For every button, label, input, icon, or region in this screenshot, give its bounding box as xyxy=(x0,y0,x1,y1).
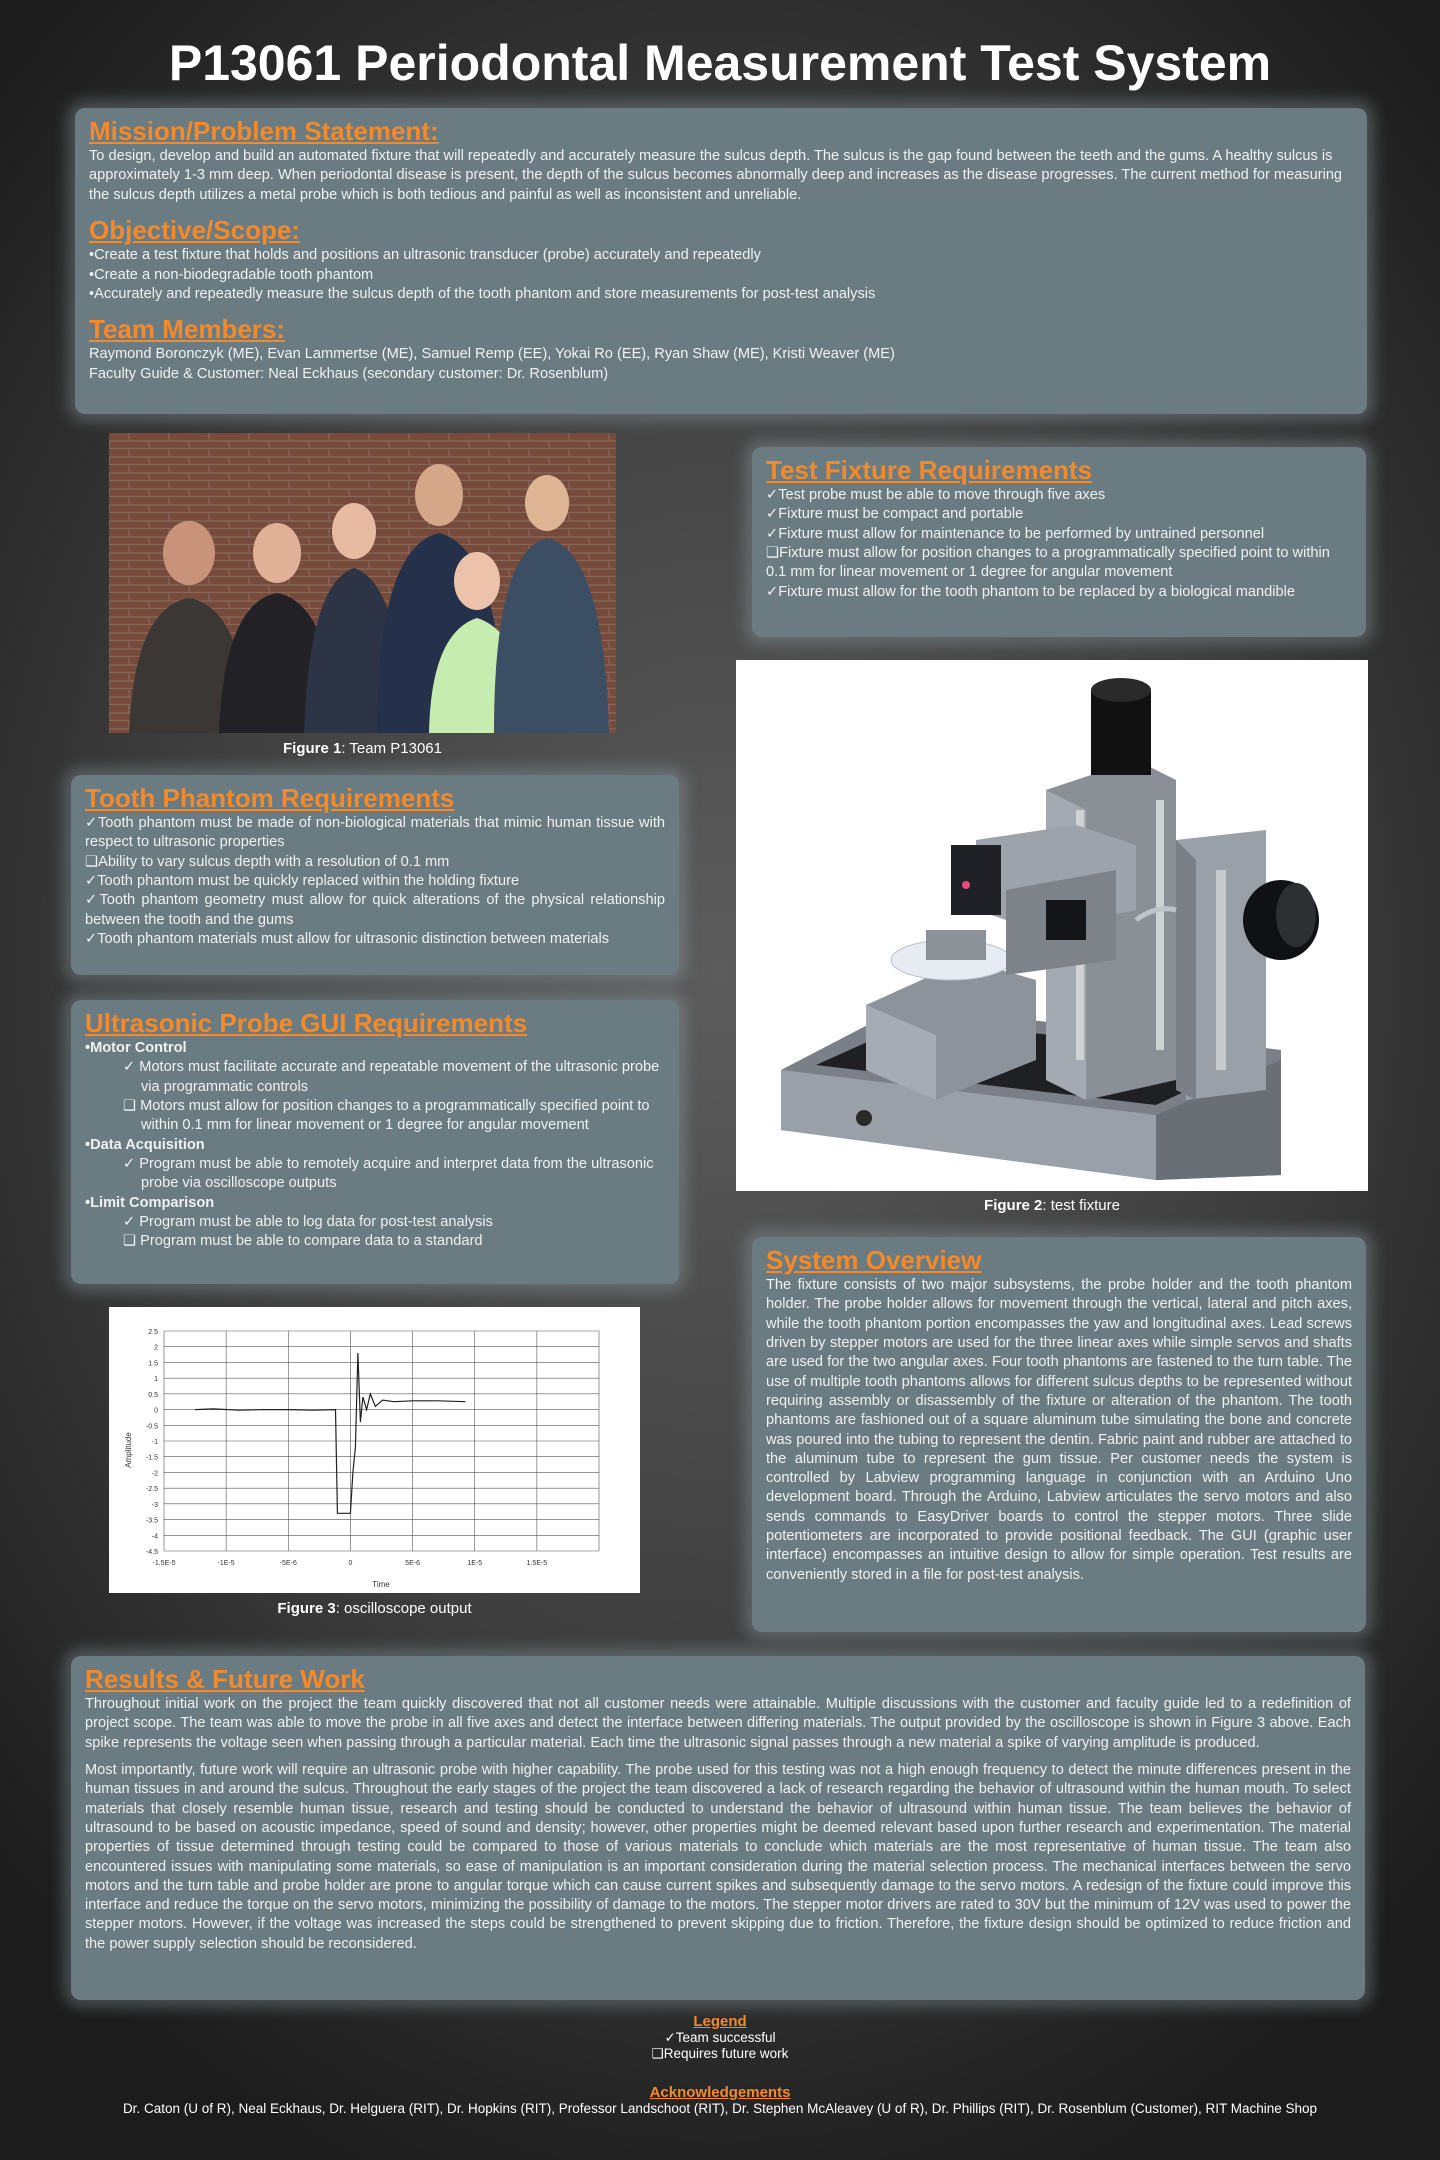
system-overview-panel xyxy=(752,1237,1366,1632)
gui-group-title: •Motor Control xyxy=(85,1040,187,1057)
gui-heading: Ultrasonic Probe GUI Requirements xyxy=(85,1008,528,1038)
list-item: ✓ Program must be able to log data for post-test analysis xyxy=(123,1213,493,1230)
gui-group-title: •Data Acquisition xyxy=(85,1136,205,1153)
legend-item: ❑Requires future work xyxy=(651,2046,789,2061)
list-item: ❑Fixture must allow for position changes to a programmatically specified point to within 0.1 mm for linear movement or 1 degree for angular movement xyxy=(766,545,1330,581)
list-item: ✓Tooth phantom must be quickly replaced within the holding fixture xyxy=(85,873,520,890)
x-tick-label: 1.5E-5 xyxy=(526,1560,548,1567)
list-item: ✓ Motors must facilitate accurate and repeatable movement of the ultrasonic probe via programmatic controls xyxy=(123,1059,660,1095)
poster-title: P13061 Periodontal Measurement Test System xyxy=(168,35,1272,91)
list-item: •Create a test fixture that holds and positions an ultrasonic transducer (probe) accurately and repeatedly xyxy=(89,247,761,264)
figure1-label: Figure 1 xyxy=(283,740,342,757)
figure3-label: Figure 3 xyxy=(277,1600,336,1617)
intro-panel xyxy=(75,108,1367,414)
list-item: ❑ Motors must allow for position changes to a programmatically specified point to within 0.1 mm for linear movement or 1 degree for angular movement xyxy=(123,1098,650,1134)
x-tick-label: -1E-5 xyxy=(217,1560,235,1567)
mission-heading: Mission/Problem Statement: xyxy=(89,116,439,146)
list-item: •Accurately and repeatedly measure the sulcus depth of the tooth phantom and store measurements for post-test analysis xyxy=(89,285,876,302)
list-item: ✓Tooth phantom materials must allow for ultrasonic distinction between materials xyxy=(85,930,610,947)
list-item: ✓Test probe must be able to move through five axes xyxy=(766,487,1106,504)
tooth-phantom-heading: Tooth Phantom Requirements xyxy=(85,783,455,813)
y-tick-label: -1.5 xyxy=(145,1454,158,1462)
list-item: •Create a non-biodegradable tooth phantom xyxy=(89,266,374,283)
oscilloscope-svg xyxy=(109,1307,640,1593)
tooth-phantom-panel xyxy=(71,775,679,975)
figure2-text: : test fixture xyxy=(1042,1197,1120,1214)
y-tick-label: -2.5 xyxy=(145,1486,158,1494)
faculty-guide: Faculty Guide & Customer: Neal Eckhaus (secondary customer: Dr. Rosenblum) xyxy=(89,365,609,382)
y-tick-label: -1 xyxy=(151,1439,158,1446)
team-photo xyxy=(109,433,616,733)
legend-item: ✓Team successful xyxy=(664,2030,776,2045)
test-fixture-image xyxy=(736,660,1368,1191)
results-heading: Results & Future Work xyxy=(85,1664,365,1694)
figure3-text: : oscilloscope output xyxy=(335,1600,472,1617)
results-paragraph-2: Most importantly, future work will require an ultrasonic probe with higher capability. The probe used for this testing was not a high enough frequency to detect the minute differences present in the human tissues in and around the sulcus. Throughout the early stages of the project the team discovered a lack of research regarding the behavior of ultrasound within the human mouth. To select materials that closely resemble human tissue, research and testing should be conducted to understand the behavior of ultrasound within human tissue. The team believes the behavior of ultrasound to be based on acoustic impedance, speed of sound and density; however, other properties might be deemed relevant based upon further research and experimentation. The material properties of tissue determined through testing could be compared to those of various materials to conclude which materials are the most representative of human tissue. The team also encountered issues with manipulating some materials, so ease of manipulation is an important consideration during the material selection process. The mechanical interfaces between the servo motors and the turn table and probe holder are prone to angular torque which can cause current spikes and subsequently damage to the servo motors. A redesign of the fixture could improve this interface and reduce the torque on the servo motors, minimizing the possibility of damage to the motors. The stepper motor drivers are rated to 30V but the minimum of 12V was used to power the stepper motors. However, if the voltage was increased the steps could be strengthened to prevent skipping due to friction. Therefore, the fixture design should be optimized to reduce friction and the power supply selection should be reconsidered. xyxy=(85,1762,1351,1952)
acknowledgements-text: Dr. Caton (U of R), Neal Eckhaus, Dr. Helguera (RIT), Dr. Hopkins (RIT), Professor Landschoot (RIT), Dr. Stephen McAleavey (U of R), Dr. Phillips (RIT), Dr. Rosenblum (Customer), RIT Machine Shop xyxy=(122,2101,1318,2116)
list-item: ✓Tooth phantom geometry must allow for quick alterations of the physical relationship between the tooth and the gums xyxy=(85,892,665,928)
gui-group-limit xyxy=(85,1194,665,1252)
y-tick-label: -2 xyxy=(151,1470,158,1478)
x-tick-label: -5E-6 xyxy=(279,1560,297,1567)
figure1-caption xyxy=(109,740,616,757)
test-fixture-list xyxy=(766,486,1352,602)
gui-group-data xyxy=(85,1136,665,1194)
y-tick-label: -0.5 xyxy=(145,1423,158,1431)
y-tick-label: -4 xyxy=(151,1533,158,1541)
legend xyxy=(0,2013,1440,2062)
results-paragraph-1: Throughout initial work on the project the team quickly discovered that not all customer needs were attainable. Multiple discussions with the customer and faculty guide led to a redefinition of project scope. The team was able to move the probe in all five axes and detect the interface between differing materials. The output provided by the oscilloscope is shown in Figure 3 above. Each spike represents the voltage seen when passing through a particular material. Each time the ultrasonic signal passes through a new material a spike of varying amplitude is produced. xyxy=(85,1696,1351,1751)
objective-heading: Objective/Scope: xyxy=(89,215,300,246)
gui-group-motor xyxy=(85,1039,665,1135)
y-tick-label: 0 xyxy=(154,1407,158,1415)
list-item: ✓Tooth phantom must be made of non-biological materials that mimic human tissue with respect to ultrasonic properties xyxy=(85,815,665,851)
tooth-phantom-list xyxy=(85,814,665,949)
y-tick-label: -3 xyxy=(151,1501,158,1509)
y-tick-label: -4.5 xyxy=(145,1549,158,1556)
list-item: ✓Fixture must allow for maintenance to be performed by untrained personnel xyxy=(766,525,1265,542)
acknowledgements xyxy=(0,2084,1440,2116)
figure2-caption xyxy=(736,1197,1368,1214)
system-overview-text: The fixture consists of two major subsystems, the probe holder and the tooth phantom holder. The probe holder allows for movement through the vertical, lateral and pitch axes, while the tooth phantom portion encompasses the yaw and longitudinal axes. Lead screws driven by stepper motors are used for the three linear axes while simple servos and shafts are used for the two angular axes. Four tooth phantoms are fastened to the turn table. The use of multiple tooth phantoms allows for different sulcus depths to be represented without requiring assembly or disassembly of the fixture or alteration of the phantom. The tooth phantoms are fashioned out of a square aluminum tube simulating the bone and concrete was poured into the tubing to represent the dentin. Fabric paint and rubber are attached to the aluminum tube to represent the gum tissue. Per customer needs the system is controlled by Labview programming language in conjunction with an Arduino Uno development board. Through the Arduino, Labview articulates the servo motors and also sends commands to EasyDriver boards to control the stepper motors. Three slide potentiometers are incorporated to provide positional feedback. The GUI (graphic user interface) encompasses an intuitive design to allow for simple operation. Test results are conveniently stored in a file for post-test analysis. xyxy=(766,1277,1352,1583)
gui-panel xyxy=(71,1000,679,1284)
results-panel xyxy=(71,1656,1365,2000)
chart-xlabel: Time xyxy=(372,1580,390,1589)
list-item: ❑Ability to vary sulcus depth with a resolution of 0.1 mm xyxy=(85,853,450,870)
system-overview-heading: System Overview xyxy=(766,1245,982,1275)
figure1-text: : Team P13061 xyxy=(341,740,442,757)
test-fixture-panel xyxy=(752,447,1366,637)
y-tick-label: 2 xyxy=(154,1344,158,1352)
gui-group-title: •Limit Comparison xyxy=(85,1194,215,1211)
x-tick-label: 0 xyxy=(348,1560,353,1567)
acknowledgements-heading: Acknowledgements xyxy=(649,2084,791,2101)
y-tick-label: 2.5 xyxy=(148,1329,158,1336)
y-tick-label: -3.5 xyxy=(145,1517,158,1525)
y-tick-label: 1.5 xyxy=(148,1360,158,1368)
figure3-caption xyxy=(109,1600,640,1617)
team-members: Raymond Boronczyk (ME), Evan Lammertse (ME), Samuel Remp (EE), Yokai Ro (EE), Ryan Shaw (ME), Kristi Weaver (ME) xyxy=(89,346,895,363)
x-tick-label: -1.5E-5 xyxy=(152,1560,176,1567)
figure2-label: Figure 2 xyxy=(984,1197,1043,1214)
mission-text: To design, develop and build an automated fixture that will repeatedly and accurately measure the sulcus depth. The sulcus is the gap found between the teeth and the gums. A healthy sulcus is approximately 1-3 mm deep. When periodontal disease is present, the depth of the sulcus becomes abnormally deep and increases as the disease progresses. The current method for measuring the sulcus depth utilizes a metal probe which is both tedious and painful as well as inconsistent and unreliable. xyxy=(89,148,1343,203)
x-tick-label: 1E-5 xyxy=(467,1560,483,1567)
x-tick-label: 5E-6 xyxy=(405,1560,420,1567)
oscilloscope-chart xyxy=(109,1307,640,1593)
y-tick-label: 1 xyxy=(154,1376,158,1384)
list-item: ❑ Program must be able to compare data to a standard xyxy=(123,1233,483,1250)
list-item: ✓Fixture must allow for the tooth phantom to be replaced by a biological mandible xyxy=(766,583,1295,600)
legend-heading: Legend xyxy=(693,2013,747,2030)
test-fixture-heading: Test Fixture Requirements xyxy=(766,455,1093,485)
team-heading: Team Members: xyxy=(89,314,286,345)
list-item: ✓ Program must be able to remotely acquire and interpret data from the ultrasonic probe via oscilloscope outputs xyxy=(123,1155,654,1192)
y-tick-label: 0.5 xyxy=(148,1391,158,1399)
list-item: ✓Fixture must be compact and portable xyxy=(766,506,1024,523)
chart-ylabel: Amplitude xyxy=(124,1432,133,1468)
objective-list xyxy=(89,246,1353,304)
